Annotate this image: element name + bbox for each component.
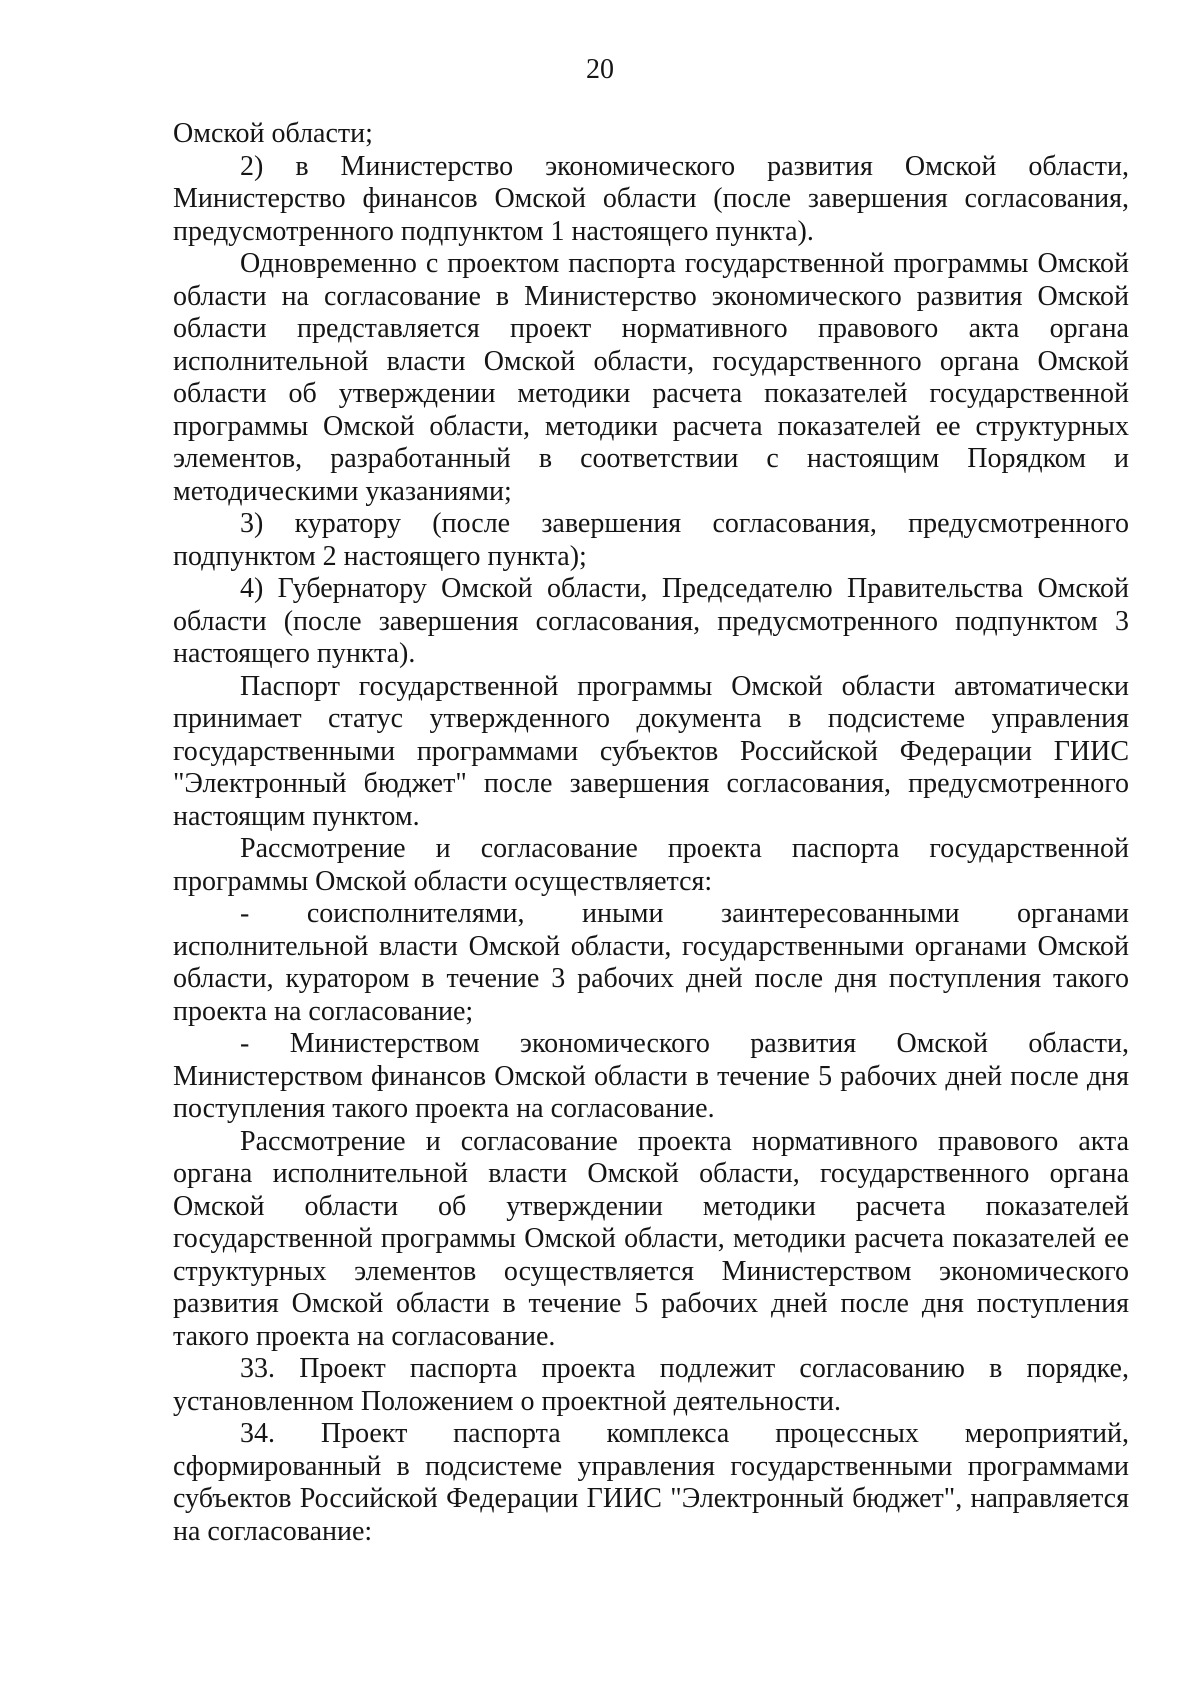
- paragraph: - Министерством экономического развития Омской области, Министерством финансов Омской области в течение 5 рабочих дней после дня поступления такого проекта на согласование.: [173, 1028, 1129, 1124]
- paragraph: Паспорт государственной программы Омской области автоматически принимает статус утвержденного документа в подсистеме управления государственными программами субъектов Российской Федерации ГИИС "Электронный бюджет" после завершения согласования, предусмотренного настоящим пунктом.: [173, 670, 1129, 832]
- paragraph: 3) куратору (после завершения согласования, предусмотренного подпунктом 2 настоящего пункта);: [173, 508, 1129, 572]
- paragraph: - соисполнителями, иными заинтересованными органами исполнительной власти Омской области, государственными органами Омской области, куратором в течение 3 рабочих дней после дня поступления такого проекта на согласование;: [173, 898, 1129, 1027]
- paragraph: Одновременно с проектом паспорта государственной программы Омской области на согласование в Министерство экономического развития Омской области представляется проект нормативного правового акта органа исполнительной власти Омской области, государственного органа Омской области об утверждении методики расчета показателей государственной программы Омской области, методики расчета показателей ее структурных элементов, разработанный в соответствии с настоящим Порядком и методическими указаниями;: [173, 248, 1129, 507]
- paragraph: 34. Проект паспорта комплекса процессных мероприятий, сформированный в подсистеме управления государственными программами субъектов Российской Федерации ГИИС "Электронный бюджет", направляется на согласование:: [173, 1418, 1129, 1547]
- paragraph: 33. Проект паспорта проекта подлежит согласованию в порядке, установленном Положением о проектной деятельности.: [173, 1353, 1129, 1417]
- paragraph: Рассмотрение и согласование проекта паспорта государственной программы Омской области осуществляется:: [173, 833, 1129, 897]
- paragraph: Рассмотрение и согласование проекта нормативного правового акта органа исполнительной власти Омской области, государственного органа Омской области об утверждении методики расчета показателей государственной программы Омской области, методики расчета показателей ее структурных элементов осуществляется Министерством экономического развития Омской области в течение 5 рабочих дней после дня поступления такого проекта на согласование.: [173, 1125, 1129, 1352]
- document-body: [173, 118, 1129, 1548]
- paragraph: 4) Губернатору Омской области, Председателю Правительства Омской области (после завершения согласования, предусмотренного подпунктом 3 настоящего пункта).: [173, 573, 1129, 669]
- paragraph: Омской области;: [173, 118, 373, 149]
- paragraph: 2) в Министерство экономического развития Омской области, Министерство финансов Омской области (после завершения согласования, предусмотренного подпунктом 1 настоящего пункта).: [173, 150, 1129, 247]
- page-number: 20: [586, 54, 614, 85]
